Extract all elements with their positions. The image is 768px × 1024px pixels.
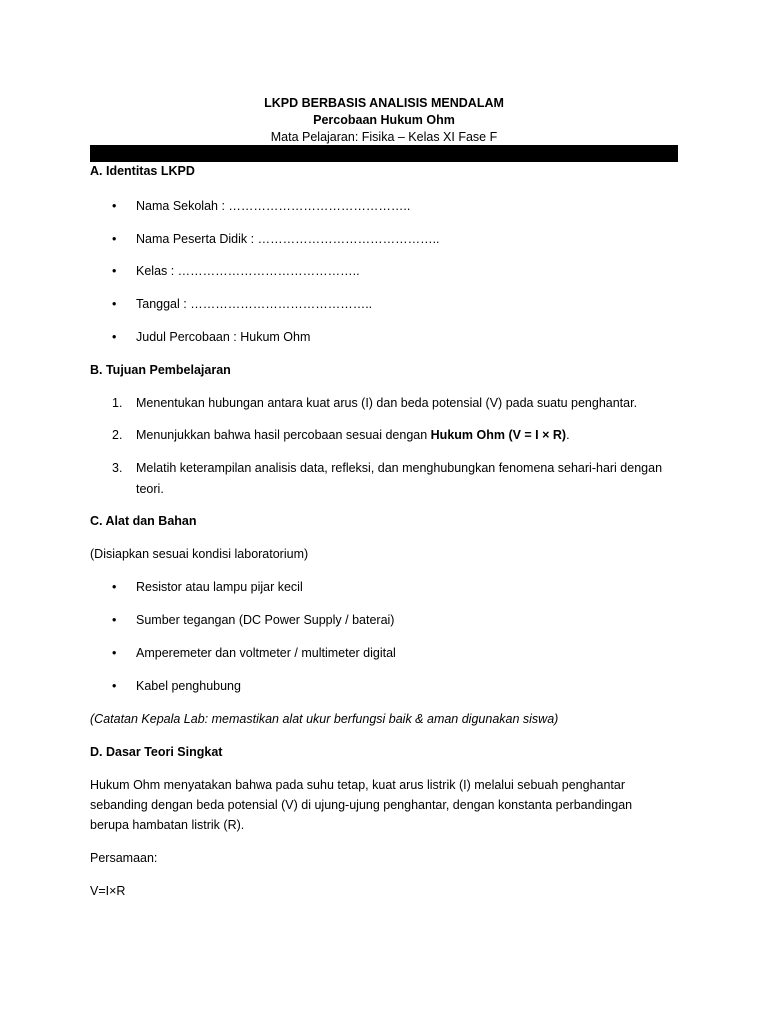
document-subtitle: Percobaan Hukum Ohm: [313, 113, 455, 127]
list-number: 3.: [112, 461, 123, 475]
equipment-item: Sumber tegangan (DC Power Supply / baterai): [136, 613, 395, 627]
identity-item-date: Tanggal : ……………………………………..: [136, 297, 373, 311]
equipment-item: Amperemeter dan voltmeter / multimeter digital: [136, 646, 396, 660]
objective-item-2-end: .: [566, 428, 570, 442]
theory-line-1: Hukum Ohm menyatakan bahwa pada suhu tetap, kuat arus listrik (I) melalui sebuah penghantar: [90, 778, 626, 792]
identity-item-title: Judul Percobaan : Hukum Ohm: [136, 330, 311, 344]
list-number: 1.: [112, 396, 123, 410]
bullet-icon: •: [112, 679, 117, 693]
document-title: LKPD BERBASIS ANALISIS MENDALAM: [264, 96, 504, 110]
identity-item-school: Nama Sekolah : ……………………………………..: [136, 199, 411, 213]
equation: V=I×R: [90, 884, 126, 898]
identity-item-class: Kelas : ……………………………………..: [136, 264, 360, 278]
bullet-icon: •: [112, 297, 117, 311]
theory-line-3: berupa hambatan listrik (R).: [90, 818, 245, 832]
bullet-icon: •: [112, 646, 117, 660]
objective-item-3-line2: teori.: [136, 482, 164, 496]
bullet-icon: •: [112, 330, 117, 344]
list-number: 2.: [112, 428, 123, 442]
equipment-item: Resistor atau lampu pijar kecil: [136, 580, 303, 594]
equation-label: Persamaan:: [90, 851, 158, 865]
equipment-item: Kabel penghubung: [136, 679, 241, 693]
document-meta: Mata Pelajaran: Fisika – Kelas XI Fase F: [270, 130, 498, 144]
section-a-heading: A. Identitas LKPD: [90, 164, 195, 178]
equipment-intro: (Disiapkan sesuai kondisi laboratorium): [90, 547, 309, 561]
bullet-icon: •: [112, 232, 117, 246]
lab-note: (Catatan Kepala Lab: memastikan alat ukur berfungsi baik & aman digunakan siswa): [90, 712, 559, 726]
bullet-icon: •: [112, 199, 117, 213]
section-b-heading: B. Tujuan Pembelajaran: [90, 363, 231, 377]
section-d-heading: D. Dasar Teori Singkat: [90, 745, 223, 759]
objective-item-1: Menentukan hubungan antara kuat arus (I) dan beda potensial (V) pada suatu penghantar.: [136, 396, 638, 410]
section-c-heading: C. Alat dan Bahan: [90, 514, 197, 528]
bullet-icon: •: [112, 613, 117, 627]
objective-item-3-line1: Melatih keterampilan analisis data, refleksi, dan menghubungkan fenomena sehari-hari dengan: [136, 461, 663, 475]
ohm-law-highlight: Hukum Ohm (V = I × R): [430, 428, 567, 442]
document-header: [0, 95, 768, 146]
objective-item-2-text: Menunjukkan bahwa hasil percobaan sesuai dengan: [136, 428, 431, 442]
header-divider-bar: [90, 145, 678, 162]
bullet-icon: •: [112, 580, 117, 594]
theory-line-2: sebanding dengan beda potensial (V) di ujung-ujung penghantar, dengan konstanta perbandingan: [90, 798, 633, 812]
identity-item-student: Nama Peserta Didik : ……………………………………..: [136, 232, 440, 246]
bullet-icon: •: [112, 264, 117, 278]
objective-item-2: [136, 428, 570, 442]
